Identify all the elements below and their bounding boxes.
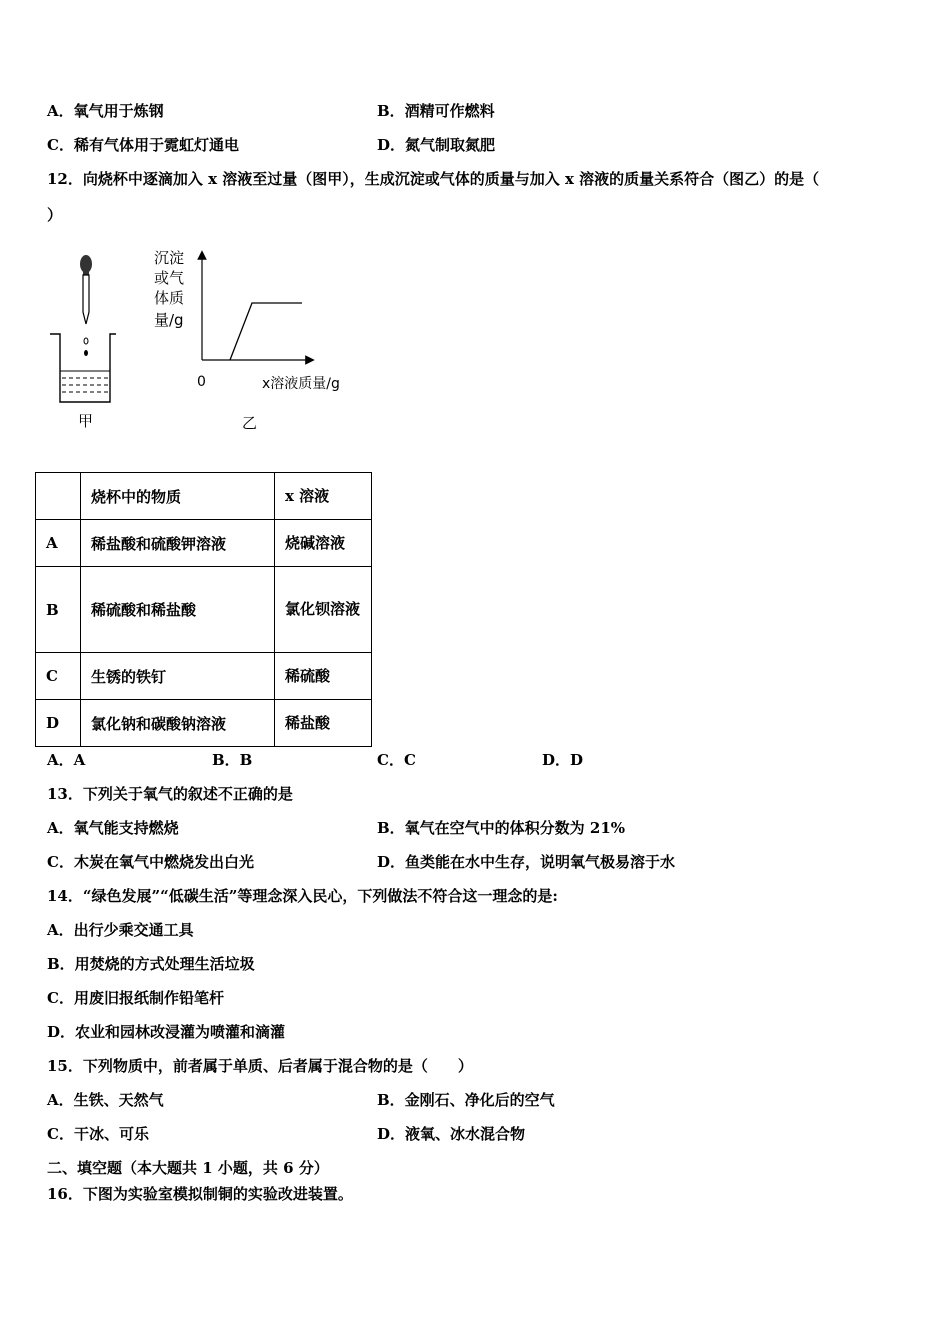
q15-option-d: D．液氧、冰水混合物	[377, 1125, 526, 1143]
beaker-dropper-figure	[44, 250, 134, 435]
row-key: A	[36, 520, 81, 567]
q12-option-c: C．C	[377, 751, 416, 769]
y-axis-label-line3: 体质	[154, 289, 185, 307]
origin-label: 0	[197, 374, 206, 390]
row-substance: 氯化钠和碳酸钠溶液	[81, 700, 275, 747]
table-header-cell: 烧杯中的物质	[81, 473, 275, 520]
table-row	[36, 700, 372, 747]
row-x-solution: 稀盐酸	[275, 700, 372, 747]
x-axis-label: x溶液质量/g	[262, 376, 340, 392]
drop-icon	[84, 338, 88, 344]
row-x-solution: 烧碱溶液	[275, 520, 372, 567]
q15-option-c: C．干冰、可乐	[47, 1125, 149, 1143]
q14-stem: 14．“绿色发展”“低碳生活”等理念深入民心，下列做法不符合这一理念的是:	[47, 887, 558, 905]
row-key: C	[36, 653, 81, 700]
y-axis-label-line2: 或气	[154, 269, 185, 287]
q15-option-b: B．金刚石、净化后的空气	[377, 1091, 555, 1109]
q13-stem: 13．下列关于氧气的叙述不正确的是	[47, 785, 293, 803]
mass-graph	[150, 245, 360, 435]
y-axis-label-line4: 量/g	[154, 311, 184, 329]
table-row	[36, 520, 372, 567]
row-substance: 稀硫酸和稀盐酸	[81, 567, 275, 653]
q11-option-d: D．氮气制取氮肥	[377, 136, 496, 154]
row-x-solution: 氯化钡溶液	[275, 567, 372, 653]
row-key: D	[36, 700, 81, 747]
section-heading: 二、填空题（本大题共 1 小题，共 6 分）	[47, 1159, 329, 1177]
graph-curve	[230, 303, 302, 360]
row-substance: 稀盐酸和硫酸钾溶液	[81, 520, 275, 567]
q13-option-a: A．氧气能支持燃烧	[47, 819, 179, 837]
y-axis-label-line1: 沉淀	[154, 249, 185, 267]
row-key: B	[36, 567, 81, 653]
q14-option-b: B．用焚烧的方式处理生活垃圾	[47, 955, 255, 973]
table-row	[36, 653, 372, 700]
q12-stem-close: ）	[47, 206, 63, 224]
row-substance: 生锈的铁钉	[81, 653, 275, 700]
q11-option-c: C．稀有气体用于霓虹灯通电	[47, 136, 239, 154]
q12-option-d: D．D	[542, 751, 584, 769]
q12-stem: 12．向烧杯中逐滴加入 x 溶液至过量（图甲），生成沉淀或气体的质量与加入 x 溶液的质量关系符合（图乙）的是（	[47, 170, 820, 188]
liquid	[62, 378, 108, 392]
table-header-cell	[36, 473, 81, 520]
table-header-cell: x 溶液	[275, 473, 372, 520]
q15-option-a: A．生铁、天然气	[47, 1091, 164, 1109]
q12-option-b: B．B	[212, 751, 253, 769]
q15-stem: 15．下列物质中，前者属于单质、后者属于混合物的是（ ）	[47, 1057, 473, 1075]
beaker-label: 甲	[78, 412, 94, 430]
table-header-row	[36, 473, 372, 520]
table-row	[36, 567, 372, 653]
q14-option-c: C．用废旧报纸制作铅笔杆	[47, 989, 224, 1007]
q13-option-d: D．鱼类能在水中生存，说明氧气极易溶于水	[377, 853, 676, 871]
q13-option-b: B．氧气在空气中的体积分数为 21%	[377, 819, 626, 837]
q16-stem: 16．下图为实验室模拟制铜的实验改进装置。	[47, 1185, 353, 1203]
q14-option-d: D．农业和园林改浸灌为喷灌和滴灌	[47, 1023, 286, 1041]
q12-option-a: A．A	[47, 751, 86, 769]
graph-label: 乙	[242, 414, 258, 432]
q11-option-a: A．氧气用于炼钢	[47, 102, 164, 120]
drop-icon	[84, 350, 88, 356]
dropper-tube	[83, 275, 89, 324]
row-x-solution: 稀硫酸	[275, 653, 372, 700]
q12-table	[35, 472, 372, 747]
q14-option-a: A．出行少乘交通工具	[47, 921, 194, 939]
q11-option-b: B．酒精可作燃料	[377, 102, 495, 120]
q13-option-c: C．木炭在氧气中燃烧发出白光	[47, 853, 254, 871]
